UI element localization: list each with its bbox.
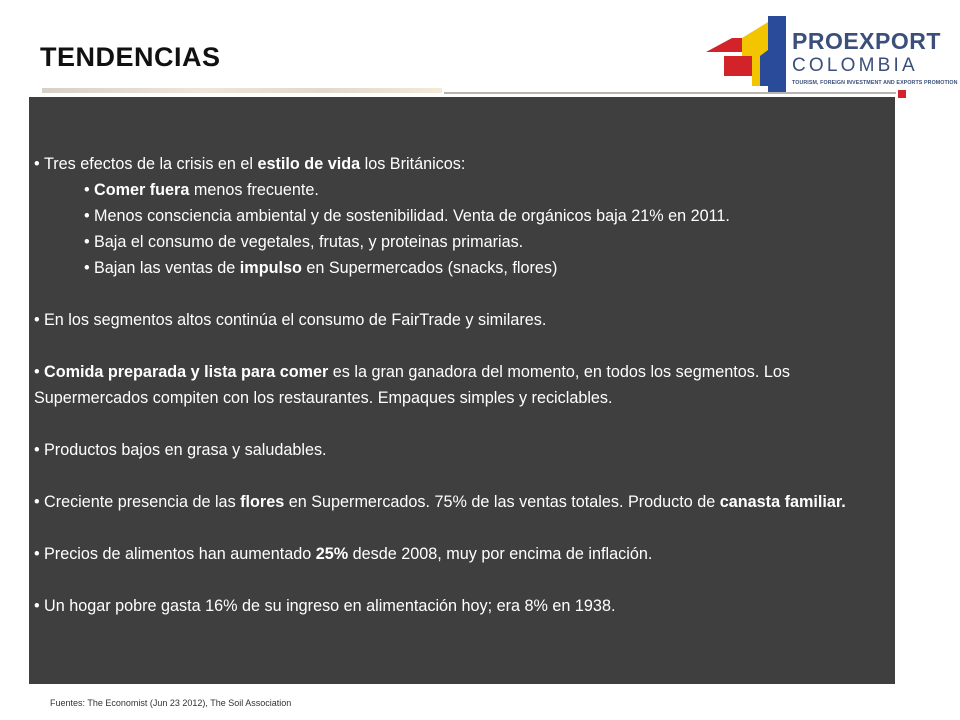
content-panel [29,97,895,684]
sub-bullet-eating-out: • Comer fuera menos frecuente. [84,181,319,199]
bullet-food-prices: • Precios de alimentos han aumentado 25% desde 2008, muy por encima de inflación. [34,545,653,563]
bullet-low-fat: • Productos bajos en grasa y saludables. [34,441,327,459]
bullet-prepared-food: • Comida preparada y lista para comer es la gran ganadora del momento, en todos los segmentos. Los Supermercados compiten con los restaurantes. Empaques simples y reciclables. [34,363,790,407]
logo-wordmark-line2: COLOMBIA [792,55,918,76]
proexport-logo [706,10,958,92]
slide-title: TENDENCIAS [40,42,221,72]
red-accent-mark [898,90,906,98]
title-underline [42,88,442,93]
logo-wordmark-line1: PROEXPORT [792,28,941,54]
bullet-poor-household: • Un hogar pobre gasta 16% de su ingreso en alimentación hoy; era 8% en 1938. [34,597,616,615]
logo-tagline: TOURISM, FOREIGN INVESTMENT AND EXPORTS PROMOTION [792,80,958,86]
bullet-fairtrade: • En los segmentos altos continúa el consumo de FairTrade y similares. [34,311,547,329]
bullet-flowers: • Creciente presencia de las flores en Supermercados. 75% de las ventas totales. Producto de canasta familiar. [34,493,846,511]
bullet-crisis-effects: • Tres efectos de la crisis en el estilo de vida los Británicos: [34,155,466,173]
sub-bullet-consumption: • Baja el consumo de vegetales, frutas, y proteinas primarias. [84,233,524,251]
header-divider [444,92,896,94]
sub-bullet-impulse: • Bajan las ventas de impulso en Supermercados (snacks, flores) [84,259,558,277]
sources-footer: Fuentes: The Economist (Jun 23 2012), The Soil Association [50,698,292,708]
logo-mark-icon [706,16,790,92]
sub-bullet-environment: • Menos consciencia ambiental y de sostenibilidad. Venta de orgánicos baja 21% en 2011. [84,207,730,225]
